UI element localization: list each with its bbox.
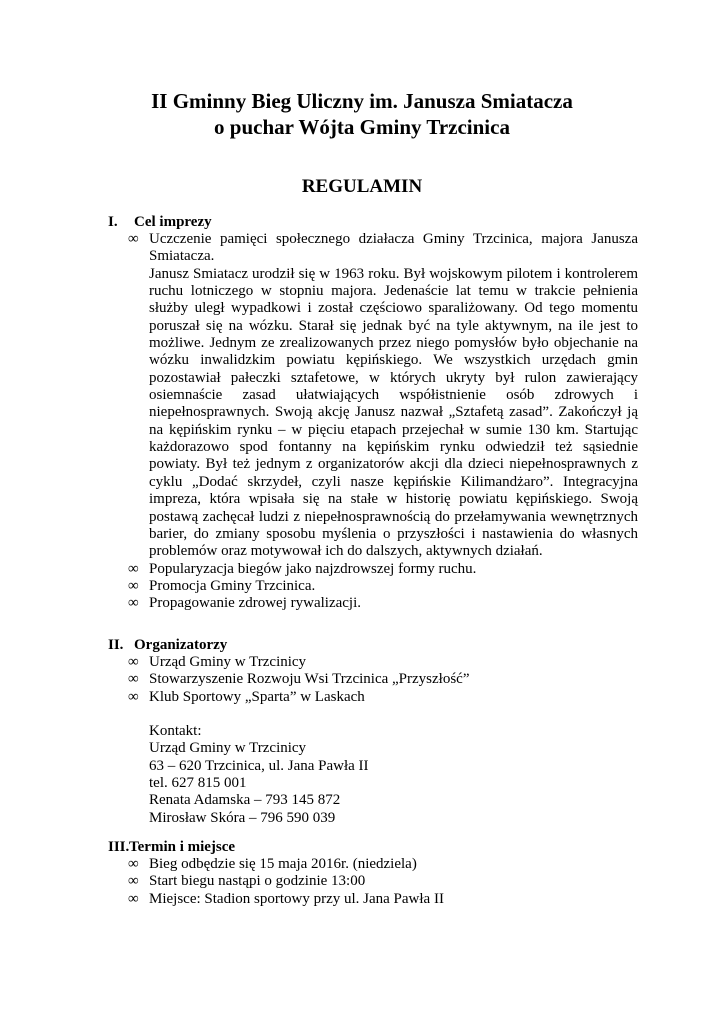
document-heading: REGULAMIN: [301, 176, 423, 197]
infinity-bullet-icon: ∞: [128, 231, 139, 247]
section-title: Organizatorzy: [134, 637, 228, 653]
list-item-text: Miejsce: Stadion sportowy przy ul. Jana Pawła II: [149, 890, 444, 907]
list-item-text: Popularyzacja biegów jako najzdrowszej formy ruchu.: [149, 560, 477, 577]
contact-organization: Urząd Gminy w Trzcinicy: [149, 740, 307, 757]
list-item: [128, 595, 638, 612]
contact-person: Mirosław Skóra – 796 590 039: [149, 809, 336, 826]
list-item: [128, 561, 638, 578]
contact-block: [149, 723, 639, 827]
section-list-cel-imprezy: [128, 231, 638, 613]
section-heading-cel-imprezy: [108, 214, 212, 231]
list-item-text: Klub Sportowy „Sparta” w Laskach: [149, 688, 365, 705]
section-title: Cel imprezy: [134, 214, 212, 230]
list-item-text: Propagowanie zdrowej rywalizacji.: [149, 595, 361, 612]
list-item-text: Bieg odbędzie się 15 maja 2016r. (niedziela): [149, 856, 417, 872]
section-list-termin-i-miejsce: [128, 856, 638, 908]
section-heading-termin-i-miejsce: [108, 839, 235, 856]
list-item: [128, 856, 638, 873]
section-title: Termin i miejsce: [129, 839, 236, 855]
section-list-organizatorzy: [128, 654, 638, 706]
infinity-bullet-icon: ∞: [128, 856, 139, 872]
section-number: III.: [108, 839, 130, 855]
list-item: [128, 873, 638, 890]
document-title-line1: II Gminny Bieg Uliczny im. Janusza Smiatacza: [151, 89, 573, 113]
contact-phone: tel. 627 815 001: [149, 775, 247, 792]
list-item-text: Start biegu nastąpi o godzinie 13:00: [149, 873, 366, 890]
list-item-text: Promocja Gminy Trzcinica.: [149, 577, 316, 594]
infinity-bullet-icon: ∞: [128, 654, 139, 670]
list-item-text: Urząd Gminy w Trzcinicy: [149, 654, 307, 670]
section-heading-organizatorzy: [108, 637, 227, 654]
infinity-bullet-icon: ∞: [128, 688, 139, 705]
contact-person: Renata Adamska – 793 145 872: [149, 792, 341, 809]
infinity-bullet-icon: ∞: [128, 577, 139, 594]
infinity-bullet-icon: ∞: [128, 560, 139, 577]
document-title-line2: o puchar Wójta Gminy Trzcinica: [214, 115, 510, 139]
section-number: II.: [108, 637, 124, 653]
infinity-bullet-icon: ∞: [128, 873, 139, 890]
biography-paragraph: Janusz Smiatacz urodził się w 1963 roku. Był wojskowym pilotem i kontrolerem ruchu lotniczego w stopniu majora. Jedenaście lat temu w trakcie pełnienia służby uległ wypadkowi i został częściowo sparaliżowany. Od tego momentu poruszał się na wózku. Starał się jednak być na tyle aktywnym, na ile jest to możliwe. Jednym ze zrealizowanych przez niego pomysłów było objechanie na wózku inwalidzkim powiatu kępińskiego. We wszystkich urzędach gmin pozostawiał pałeczki sztafetowe, w których ukryty był rulon zawierający osiemnaście zasad ułatwiających współistnienie osób zdrowych i niepełnosprawnych. Swoją akcję Janusz nazwał „Sztafetą zasad”. Zakończył ją na kępińskim rynku – w pięciu etapach przejechał w sumie 130 km. Startując każdorazowo spod fontanny na kępińskim rynku odwiedził też sąsiednie powiaty. Był też jednym z organizatorów akcji dla dzieci niepełnosprawnych z cyklu „Dodać skrzydeł, czyli nasze kępińskie Kilimandżaro”. Integracyjna impreza, która wpisała się na stałe w historię powiatu kępińskiego. Swoją postawą zachęcał ludzi z niepełnosprawnością do przełamywania wewnętrznych barier, do zmiany sposobu myślenia o przyszłości i nastawienia do własnych problemów oraz motywował ich do dalszych, aktywnych działań.: [149, 265, 638, 560]
list-item: [128, 891, 638, 908]
infinity-bullet-icon: ∞: [128, 890, 139, 907]
list-item: [128, 654, 638, 671]
list-item: [128, 671, 638, 688]
contact-label: Kontakt:: [149, 723, 202, 739]
section-number: I.: [108, 214, 118, 230]
infinity-bullet-icon: ∞: [128, 595, 139, 612]
list-item-text: Stowarzyszenie Rozwoju Wsi Trzcinica „Przyszłość”: [149, 671, 470, 688]
list-item-text: Uczczenie pamięci społecznego działacza Gminy Trzcinica, majora Janusza Smiatacza.: [149, 231, 638, 265]
infinity-bullet-icon: ∞: [128, 671, 139, 688]
list-item: [128, 689, 638, 706]
list-item: [128, 231, 638, 561]
list-item: [128, 578, 638, 595]
contact-address: 63 – 620 Trzcinica, ul. Jana Pawła II: [149, 757, 369, 774]
